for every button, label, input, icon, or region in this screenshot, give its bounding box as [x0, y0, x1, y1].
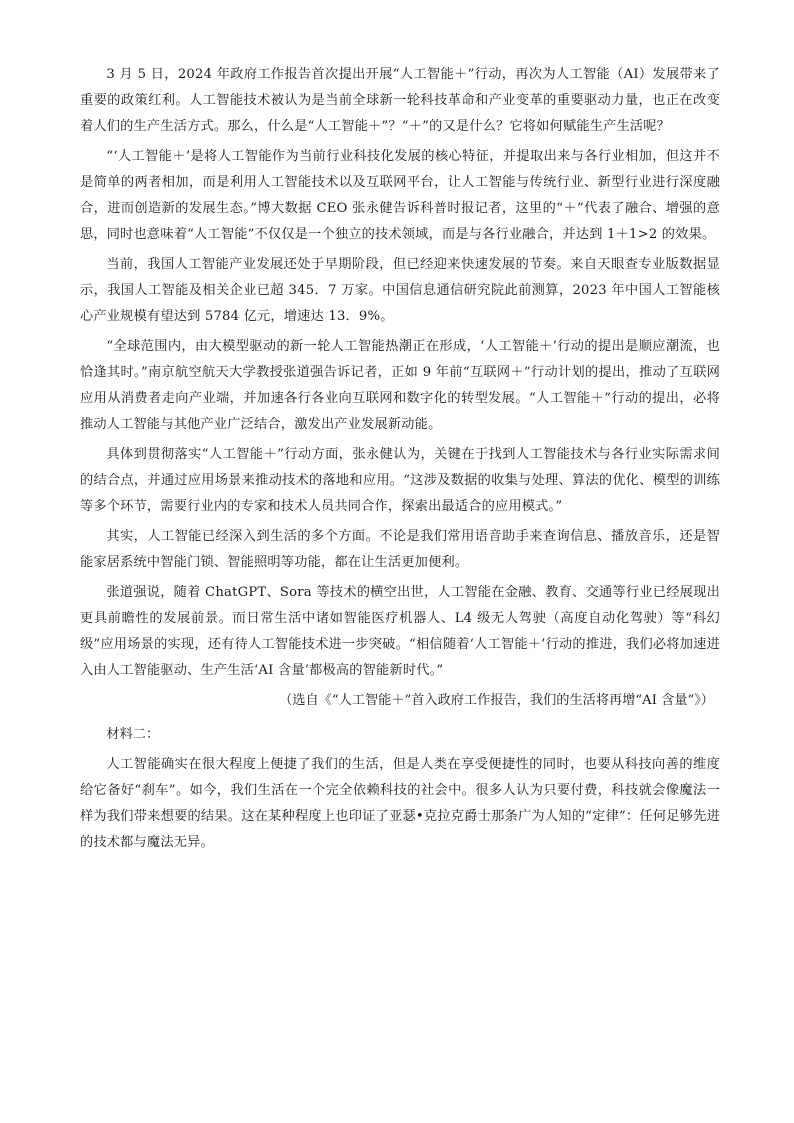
paragraph-future-outlook: 张道强说，随着 ChatGPT、Sora 等技术的横空出世，人工智能在金融、教育、交通等行业已经展现出更具前瞻性的发展前景。而日常生活中诸如智能医疗机器人、L4 级无人驾驶（高度自动化驾驶）等“科幻级”应用场景的实现，还有待人工智能技术进一步突破。“相信随着‘人工智能＋’行动的推进，我们必将加速进入由人工智能驱动、生产生活‘AI 含量’都极高的智能新时代。”: [80, 585, 720, 678]
document-body: [80, 62, 720, 860]
source-citation: （选自《“人工智能＋”首入政府工作报告，我们的生活将再增“AI 含量”》）: [279, 693, 714, 708]
paragraph-global-trend: “全球范围内，由大模型驱动的新一轮人工智能热潮正在形成，‘人工智能＋’行动的提出是顺应潮流，也恰逢其时。”南京航空航天大学教授张道强告诉记者，正如 9 年前“互联网＋”行动计划的提出，推动了互联网应用从消费者走向产业端，并加速各行各业向互联网和数字化的转型发展。“人工智能＋”行动的提出，必将推动人工智能与其他产业广泛结合，激发出产业发展新动能。: [80, 339, 720, 432]
paragraph-industry-status: 当前，我国人工智能产业发展还处于早期阶段，但已经迎来快速发展的节奏。来自天眼查专业版数据显示，我国人工智能及相关企业已超 345．7 万家。中国信息通信研究院此前测算，2023 年中国人工智能核心产业规模有望达到 5784 亿元，增速达 13．9%。: [80, 257, 720, 324]
material-2-paragraph: 人工智能确实在很大程度上便捷了我们的生活，但是人类在享受便捷性的同时，也要从科技向善的维度给它备好“刹车”。如今，我们生活在一个完全依赖科技的社会中。很多人认为只要付费，科技就会像魔法一样为我们带来想要的结果。这在某种程度上也印证了亚瑟•克拉克爵士那条广为人知的“定律”：任何足够先进的技术都与魔法无异。: [80, 757, 720, 850]
material-2-heading: 材料二：: [106, 727, 160, 742]
paragraph-intro: 3 月 5 日，2024 年政府工作报告首次提出开展“人工智能＋”行动，再次为人工智能（AI）发展带来了重要的政策红利。人工智能技术被认为是当前全球新一轮科技革命和产业变革的重要驱动力量，也正在改变着人们的生产生活方式。那么，什么是“人工智能＋”？“＋”的又是什么？它将如何赋能生产生活呢？: [80, 67, 720, 134]
paragraph-implementation: 具体到贯彻落实“人工智能＋”行动方面，张永健认为，关键在于找到人工智能技术与各行业实际需求间的结合点，并通过应用场景来推动技术的落地和应用。“这涉及数据的收集与处理、算法的优化、模型的训练等多个环节，需要行业内的专家和技术人员共同合作，探索出最适合的应用模式。”: [80, 447, 720, 514]
paragraph-daily-life: 其实，人工智能已经深入到生活的多个方面。不论是我们常用语音助手来查询信息、播放音乐，还是智能家居系统中智能门锁、智能照明等功能，都在让生活更加便利。: [80, 529, 720, 570]
paragraph-definition: “‘人工智能＋’是将人工智能作为当前行业科技化发展的核心特征，并提取出来与各行业相加，但这并不是简单的两者相加，而是利用人工智能技术以及互联网平台，让人工智能与传统行业、新型行业进行深度融合，进而创造新的发展生态。”博大数据 CEO 张永健告诉科普时报记者，这里的“＋”代表了融合、增强的意思，同时也意味着“人工智能”不仅仅是一个独立的技术领域，而是与各行业融合，并达到 1＋1>2 的效果。: [80, 149, 720, 242]
